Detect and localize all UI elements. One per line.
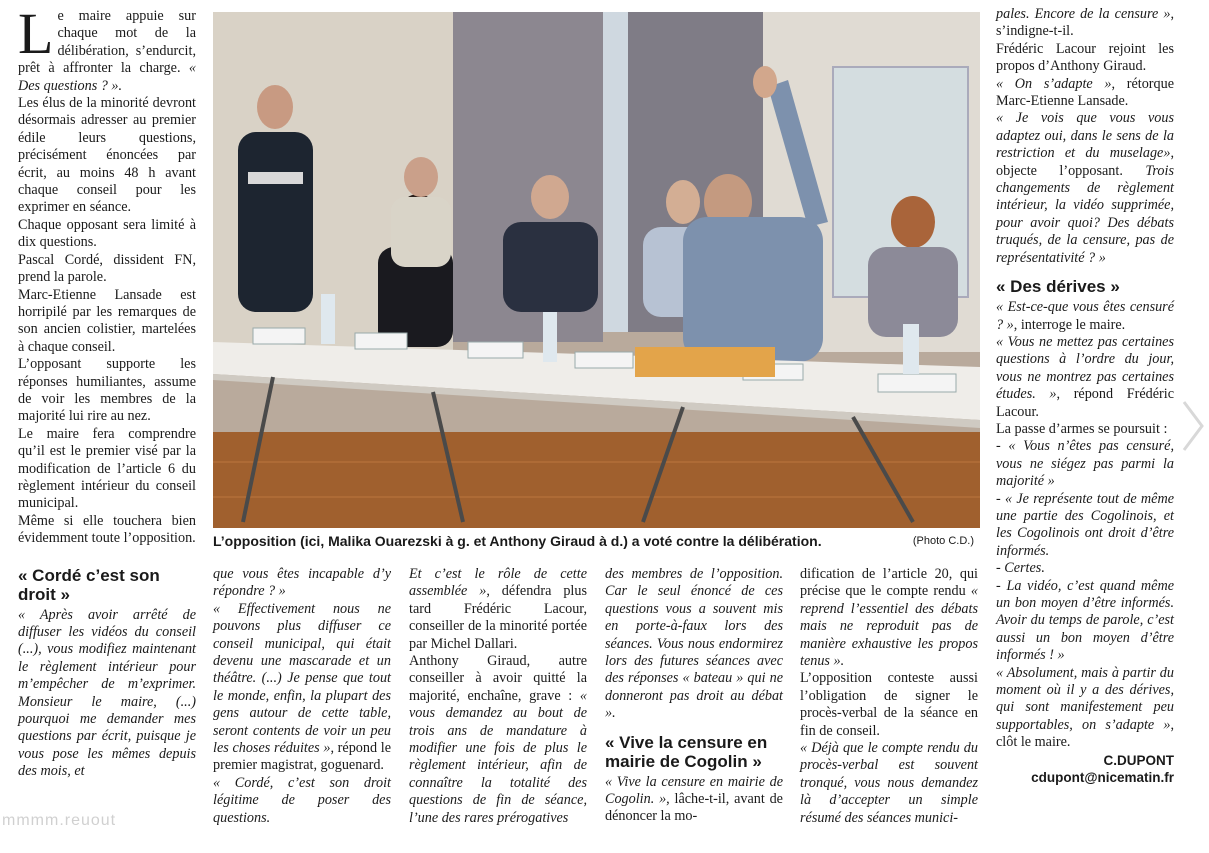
attribution: , rétorque Marc-Etienne Lansade. [996,75,1174,110]
quote: « reprend l’essentiel des débats mais ne reproduit pas de manière exhaustive les propos tenus ». [800,583,978,670]
intro-text: Anthony Giraud, autre conseiller à avoir quitté la majorité, enchaîne, grave : [409,653,587,704]
intro-paragraph [18,1,196,95]
paragraph [409,566,587,653]
attribution: , répond le premier magistrat, goguenard. [213,740,392,774]
dialogue-line: - Certes. [996,560,1045,577]
quote: Et c’est le rôle de cette assemblée » [409,566,587,600]
attribution: , répond Frédéric Lacour. [996,386,1174,420]
quote: pales. Encore de la censure » [996,6,1171,22]
quote: « Effectivement nous ne pouvons plus diffuser ce conseil municipal, qui était devenu une mascarade et un théâtre. (...) Je pense que tout le monde, enfin, la plupart des gens autour de cette table, seront contents de voir un peu les choses réduites » [213,600,391,757]
author-name: C.DUPONT [1103,752,1174,768]
article-photo [213,12,980,528]
next-page-arrow-icon[interactable] [1180,398,1206,454]
photo-caption [213,531,980,553]
article-column-3 [409,566,587,827]
paragraph: Les élus de la minorité devront désormais adresser au premier édile leurs questions, précisément énoncées par écrit, au moins 48 h avant chaque conseil pour les exprimer en séance. [18,95,196,216]
quote: « Vive la censure en mairie de Cogolin. » [605,773,783,808]
attribution: , clôt le maire. [996,716,1174,751]
intro-text: dification de l’article 20, qui précise que le compte rendu [800,566,978,600]
dialogue-line: - « Vous n’êtes pas censuré, vous ne siégez pas parmi la majorité » [996,438,1174,490]
intro-text: e maire appuie sur chaque mot de la délibération, s’endurcit, prêt à affronter la charge. [18,8,196,77]
quote-paragraph: « Après avoir arrêté de diffuser les vidéos du conseil (...), vous modifiez maintenant le règlement intérieur pour m’empêcher de m’exprimer. Monsieur le maire, (...) pourquoi me demander mes questions par écrit, puisque je vous pose les mêmes depuis des mois, et [18,606,196,780]
article-column-4 [605,566,783,826]
attribution: , lâche-t-il, avant de dénoncer la mo- [605,791,783,825]
paragraph: Même si elle touchera bien évidemment toute l’opposition. [18,512,196,547]
paragraph: La passe d’armes se poursuit : [996,420,1168,437]
subheading-derives: « Des dérives » [996,277,1120,297]
paragraph [605,774,783,826]
paragraph [996,110,1174,267]
quote: « On s’adapte » [996,75,1112,92]
attribution: , objecte l’opposant. [996,145,1174,179]
quote: « vous demandez au bout de trois ans de mandature à modifier une fois de plus le règlement intérieur, afin de connaître la totalité des questions de fin de séance, l’une des rares prérogatives [409,687,587,826]
quote: « Vous ne mettez pas certaines questions à l’ordre du jour, vous ne montrez pas certaines études. » [996,333,1174,403]
paragraph: L’opposition conteste aussi l’obligation de signer le procès-verbal de la séance en fin de conseil. [800,670,978,739]
article-column-5 [800,566,978,827]
attribution: , défendra plus tard Frédéric Lacour, conseiller de la minorité portée par Michel Dallari. [409,583,587,652]
article-column-1 [18,1,196,781]
paragraph [213,601,391,775]
paragraph: Marc-Etienne Lansade est horripilé par les remarques de son ancien colistier, martelées à chaque conseil. [18,286,196,355]
quote: Trois changements de règlement intérieur, la vidéo supprimée, pour avoir quoi? Des débats truqués, de la censure, pas de représentativité ? » [996,162,1174,266]
quote-paragraph: « Déjà que le compte rendu du procès-verbal est souvent tronqué, vous nous demandez là d’accepter un simple résumé des séances munici- [800,740,978,826]
watermark: mmmm.reuout [2,812,117,829]
quote: « Est-ce-que vous êtes censuré ? » [996,299,1174,333]
paragraph [996,6,1174,41]
chevron-right-icon [1180,398,1206,454]
dialogue-line: - La vidéo, c’est quand même un bon moyen d’être informés. Avoir du temps de parole, c’est aussi un bon moyen d’être informés ! » [996,577,1174,664]
quote: « Je vois que vous vous adaptez oui, dans le sens de la restriction et du muselage» [996,110,1174,162]
paragraph [800,566,978,670]
author-email: cdupont@nicematin.fr [1031,769,1174,785]
council-meeting-photo [213,12,980,528]
paragraph [996,299,1174,334]
paragraph: Le maire fera comprendre qu’il est le premier visé par la modification de l’article 6 du règlement intérieur du conseil municipal. [18,425,196,512]
attribution: , s’indigne-t-il. [996,6,1174,40]
photo-credit: (Photo C.D.) [912,535,974,547]
drop-cap: L [18,1,54,66]
dialogue-line: - « Je représente tout de même une partie des Cogolinois, et les Cogolinois ont droit d’être informés. [996,490,1174,559]
paragraph: Pascal Cordé, dissident FN, prend la parole. [18,251,196,286]
intro-quote: « Des questions ? ». [18,60,196,94]
quote-paragraph: « Cordé, c’est son droit légitime de poser des questions. [213,774,391,826]
paragraph [996,334,1174,421]
paragraph: L’opposant supporte les réponses humiliantes, assume de voir les membres de la majorité lui rire au nez. [18,356,196,425]
paragraph [409,653,587,827]
caption-text: L’opposition (ici, Malika Ouarezski à g. et Anthony Giraud à d.) a voté contre la délibération. [213,533,822,549]
quote-paragraph: des membres de l’opposition. Car le seul énoncé de ces questions vous a souvent mis en porte-à-faux lors des séances. Vous nous endormirez lors des futures séances avec des réponses « bateau » qui ne donneront pas droit au débat ». [605,566,783,722]
paragraph: Frédéric Lacour rejoint les propos d’Anthony Giraud. [996,40,1174,75]
attribution: , interroge le maire. [1013,316,1126,333]
quote-paragraph: que vous êtes incapable d’y répondre ? » [213,566,391,600]
paragraph [996,665,1174,752]
subheading-censure: « Vive la censure en mairie de Cogolin » [605,732,768,771]
paragraph: Chaque opposant sera limité à dix questions. [18,216,196,251]
subheading-corde: « Cordé c’est son droit » [18,565,160,604]
article-column-6 [996,6,1174,786]
quote: « Absolument, mais à partir du moment où il y a des dérives, qui sont manifestement peu supportables, on s’adapte » [996,664,1174,733]
paragraph [996,76,1174,111]
article-column-2 [213,566,391,827]
